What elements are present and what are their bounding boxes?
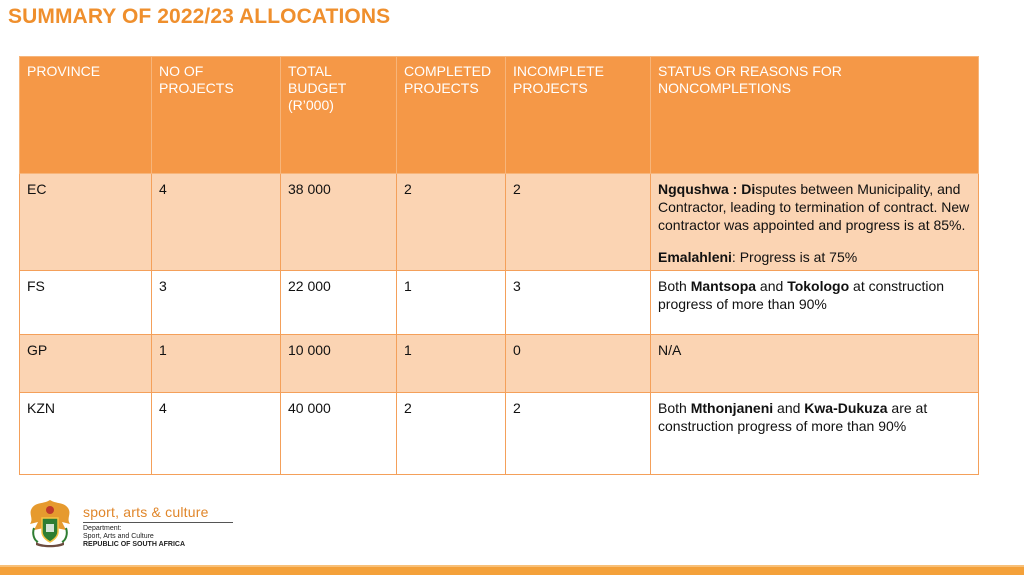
cell-incomplete: 0 <box>506 335 651 393</box>
status-bold-text: Mantsopa <box>690 278 757 294</box>
table-row <box>20 335 979 393</box>
header-total-budget: TOTAL BUDGET (R’000) <box>281 57 397 174</box>
header-completed-projects: COMPLETED PROJECTS <box>397 57 506 174</box>
cell-completed: 2 <box>397 393 506 475</box>
cell-projects: 4 <box>152 174 281 271</box>
status-text: sputes between Municipality, and Contractor, leading to termination of contract. New contractor was appointed and progress is at 85%. <box>658 181 970 233</box>
status-text: Both <box>658 400 691 416</box>
status-text: are at construction progress of more than 90% <box>658 400 928 434</box>
cell-budget: 40 000 <box>281 393 397 475</box>
table-row <box>20 174 979 271</box>
cell-status <box>651 174 979 271</box>
header-status-reasons: STATUS OR REASONS FOR NONCOMPLETIONS <box>651 57 979 174</box>
cell-province: EC <box>20 174 152 271</box>
cell-incomplete: 2 <box>506 393 651 475</box>
table-row <box>20 271 979 335</box>
status-bold-text: Emalahleni <box>658 249 732 265</box>
cell-completed: 1 <box>397 271 506 335</box>
header-incomplete-projects: INCOMPLETE PROJECTS <box>506 57 651 174</box>
page-title: SUMMARY OF 2022/23 ALLOCATIONS <box>8 5 391 28</box>
cell-projects: 3 <box>152 271 281 335</box>
footer-bar <box>0 565 1024 575</box>
cell-province: GP <box>20 335 152 393</box>
brand-name: sport, arts & culture <box>83 504 209 520</box>
allocations-table <box>19 56 979 475</box>
header-no-of-projects: NO OF PROJECTS <box>152 57 281 174</box>
status-bold-text: Ngqushwa : Di <box>658 181 756 197</box>
cell-completed: 1 <box>397 335 506 393</box>
table-header-row <box>20 57 979 174</box>
cell-budget: 22 000 <box>281 271 397 335</box>
department-name: Sport, Arts and Culture <box>83 533 154 540</box>
table-row <box>20 393 979 475</box>
department-label: Department: <box>83 525 122 532</box>
status-text: at construction progress of more than 90% <box>658 278 945 312</box>
coat-of-arms-icon <box>26 498 74 548</box>
cell-projects: 4 <box>152 393 281 475</box>
status-text: and <box>773 400 805 416</box>
cell-budget: 38 000 <box>281 174 397 271</box>
brand-divider <box>83 522 233 523</box>
cell-incomplete: 2 <box>506 174 651 271</box>
cell-status <box>651 335 979 393</box>
status-text: Both <box>658 278 691 294</box>
cell-status <box>651 393 979 475</box>
status-text: : Progress is at 75% <box>731 249 858 265</box>
status-text: and <box>756 278 788 294</box>
header-province: PROVINCE <box>20 57 152 174</box>
department-text <box>83 525 185 549</box>
cell-projects: 1 <box>152 335 281 393</box>
status-bold-text: Mthonjaneni <box>690 400 774 416</box>
country-name: REPUBLIC OF SOUTH AFRICA <box>83 541 186 548</box>
status-bold-text: Kwa-Dukuza <box>804 400 888 416</box>
status-text: N/A <box>658 342 682 358</box>
cell-incomplete: 3 <box>506 271 651 335</box>
status-bold-text: Tokologo <box>787 278 850 294</box>
cell-province: KZN <box>20 393 152 475</box>
cell-status <box>651 271 979 335</box>
cell-province: FS <box>20 271 152 335</box>
cell-completed: 2 <box>397 174 506 271</box>
department-logo <box>26 498 256 550</box>
cell-budget: 10 000 <box>281 335 397 393</box>
